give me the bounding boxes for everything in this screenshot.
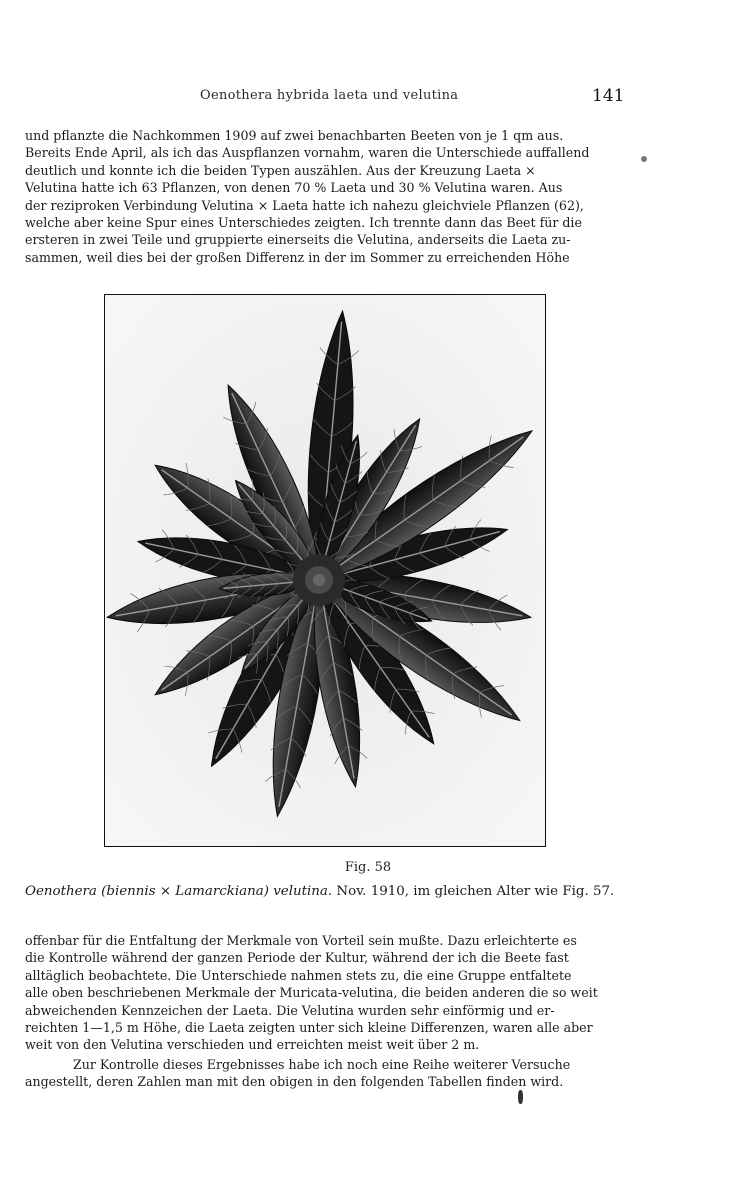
- text-line: die Kontrolle während der ganzen Periode der Kultur, während der ich die Beete fast: [25, 950, 569, 966]
- figure-label: Fig. 58: [344, 860, 392, 875]
- text-line: alle oben beschriebenen Merkmale der Muricata-velutina, die beiden anderen die so weit: [25, 985, 598, 1001]
- text-line: und pflanzte die Nachkommen 1909 auf zwei benachbarten Beeten von je 1 qm aus.: [25, 128, 564, 143]
- running-title: Oenothera hybrida laeta und velutina: [200, 88, 459, 103]
- text-line: deutlich und konnte ich die beiden Typen auszählen. Aus der Kreuzung Laeta ×: [25, 162, 536, 178]
- text-line: reichten 1—1,5 m Höhe, die Laeta zeigten unter sich kleine Differenzen, waren alle aber: [25, 1020, 593, 1036]
- paragraph-3: [25, 1056, 625, 1091]
- figure-photograph: [104, 294, 546, 847]
- page-number: 141: [592, 86, 625, 106]
- figure-caption: [25, 884, 645, 899]
- text-line: ersteren in zwei Teile und gruppierte einerseits die Velutina, anderseits die Laeta zu-: [25, 232, 571, 248]
- text-line: Bereits Ende April, als ich das Auspflanzen vornahm, waren die Unterschiede auffallend: [25, 145, 590, 161]
- ink-speck: [641, 156, 647, 162]
- text-line: angestellt, deren Zahlen man mit den obigen in den folgenden Tabellen finden wird.: [25, 1074, 564, 1090]
- ink-speck: [518, 1090, 523, 1104]
- text-line: alltäglich beobachtete. Die Unterschiede nahmen stets zu, die eine Gruppe entfaltete: [25, 967, 572, 983]
- text-line: der reziproken Verbindung Velutina × Laeta hatte ich nahezu gleichviele Pflanzen (62),: [25, 197, 584, 213]
- paragraph-1: [25, 127, 625, 266]
- paragraph-2: [25, 932, 625, 1054]
- rosette-plant-illustration: [105, 295, 544, 845]
- text-line: welche aber keine Spur eines Unterschiedes zeigten. Ich trennte dann das Beet für die: [25, 215, 582, 231]
- caption-details: Nov. 1910, im gleichen Alter wie Fig. 57.: [336, 884, 615, 899]
- text-line: Zur Kontrolle dieses Ergebnisses habe ich noch eine Reihe weiterer Versuche: [73, 1057, 571, 1072]
- text-line: offenbar für die Entfaltung der Merkmale von Vorteil sein mußte. Dazu erleichterte es: [25, 933, 577, 948]
- page-header: [0, 86, 736, 110]
- text-line: weit von den Velutina verschieden und erreichten meist weit über 2 m.: [25, 1037, 480, 1053]
- text-line: Velutina hatte ich 63 Pflanzen, von denen 70 % Laeta und 30 % Velutina waren. Aus: [25, 180, 563, 196]
- caption-species: Oenothera (biennis × Lamarckiana) velutina.: [25, 884, 333, 899]
- text-line: abweichenden Kennzeichen der Laeta. Die Velutina wurden sehr einförmig und er-: [25, 1002, 555, 1018]
- text-line: sammen, weil dies bei der großen Differenz in der im Sommer zu erreichenden Höhe: [25, 249, 570, 265]
